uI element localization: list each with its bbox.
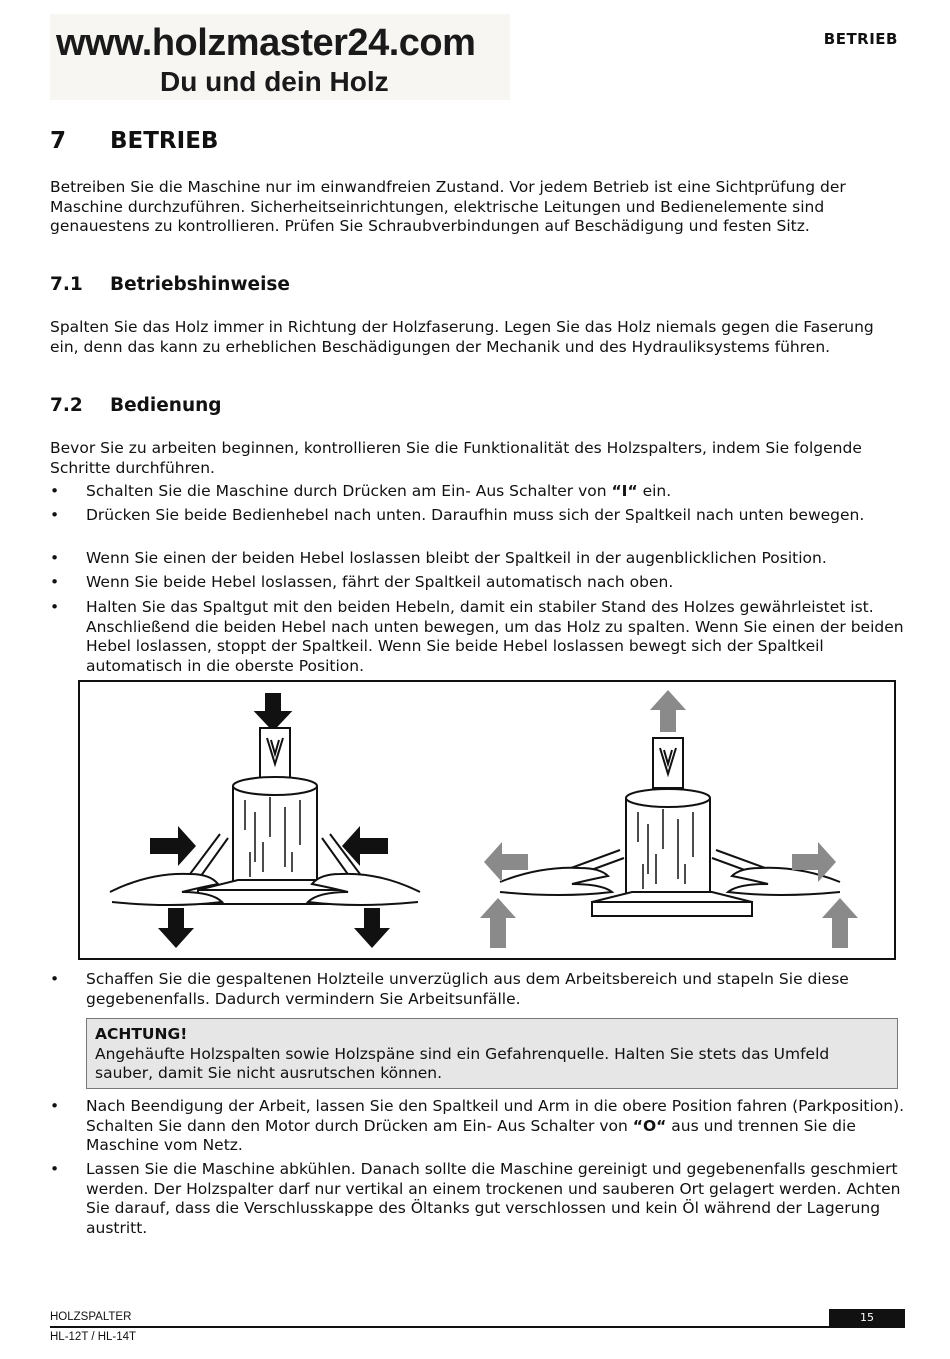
bullet-icon: •	[50, 598, 60, 616]
section-title: Bedienung	[110, 395, 222, 416]
pressing-state	[110, 694, 420, 905]
list-item-text: Wenn Sie einen der beiden Hebel loslassen bleibt der Spaltkeil in der augenblicklichen Position.	[86, 549, 827, 567]
warning-box	[86, 1018, 898, 1089]
bullet-icon: •	[50, 1097, 60, 1115]
list-item	[50, 482, 905, 502]
bullet-icon: •	[50, 1160, 60, 1178]
footer-divider	[50, 1326, 905, 1328]
up-arrow-icon	[822, 898, 858, 948]
warning-text: Angehäufte Holzspalten sowie Holzspäne sind ein Gefahrenquelle. Halten Sie stets das Umfeld sauber, damit Sie nicht ausrutschen können.	[95, 1044, 830, 1082]
down-arrow-icon	[256, 694, 290, 730]
switch-key: “O“	[632, 1116, 667, 1135]
down-arrow-icon	[158, 908, 194, 948]
section-title: Betriebshinweise	[110, 274, 290, 295]
bullet-icon: •	[50, 573, 60, 591]
bullet-icon: •	[50, 482, 60, 500]
log-splitter-illustration	[78, 680, 896, 960]
right-arrow-icon	[150, 826, 196, 866]
list-item-text: Halten Sie das Spaltgut mit den beiden Hebeln, damit ein stabiler Stand des Holzes gewährleistet ist. Anschließend die beiden Hebel nach unten bewegen, um das Holz zu spalten. Wenn Sie einen der beiden Hebel loslassen, stoppt der Spaltkeil. Wenn Sie beide Hebel loslassen bewegt sich der Spaltkeil automatisch in die oberste Position.	[86, 598, 904, 675]
chapter-number: 7	[50, 128, 67, 154]
section-heading-7-1	[50, 274, 290, 295]
list-item	[50, 1097, 905, 1156]
list-item	[50, 549, 905, 569]
up-arrow-icon	[650, 690, 686, 732]
section-heading-7-2	[50, 395, 222, 416]
list-item	[50, 970, 905, 1009]
switch-key: “I“	[611, 482, 638, 500]
section-number: 7.1	[50, 274, 83, 295]
page-number: 15	[829, 1309, 905, 1327]
list-item-text: Schaffen Sie die gespaltenen Holzteile unverzüglich aus dem Arbeitsbereich und stapeln Sie diese gegebenenfalls. Dadurch vermindern Sie Arbeitsunfälle.	[86, 970, 849, 1008]
list-item-text: Lassen Sie die Maschine abkühlen. Danach sollte die Maschine gereinigt und gegebenenfalls geschmiert werden. Der Holzspalter darf nur vertikal an einem trockenen und sauberen Ort gelagert werden. Achten Sie darauf, dass die Verschlusskappe des Öltanks gut verschlossen und kein Öl während der Lagerung austritt.	[86, 1160, 901, 1237]
list-item	[50, 1160, 905, 1238]
list-item-text: Schalten Sie die Maschine durch Drücken am Ein- Aus Schalter von “I“ ein.	[86, 482, 672, 500]
list-item-text: Drücken Sie beide Bedienhebel nach unten. Daraufhin muss sich der Spaltkeil nach unten bewegen.	[86, 506, 865, 524]
intro-paragraph: Betreiben Sie die Maschine nur im einwandfreien Zustand. Vor jedem Betrieb ist eine Sichtprüfung der Maschine durchzuführen. Sicherheitseinrichtungen, elektrische Leitungen und Bedienelemente sind genauestens zu kontrollieren. Prüfen Sie Schraubverbindungen auf Beschädigung und festen Sitz.	[50, 178, 846, 235]
chapter-title: BETRIEB	[110, 128, 219, 154]
list-item	[50, 598, 905, 676]
bullet-icon: •	[50, 970, 60, 988]
bullet-icon: •	[50, 506, 60, 524]
running-header: BETRIEB	[823, 30, 898, 48]
section-7-2-paragraph: Bevor Sie zu arbeiten beginnen, kontrollieren Sie die Funktionalität des Holzspalters, indem Sie folgende Schritte durchführen.	[50, 439, 862, 477]
logo-tagline: Du und dein Holz	[160, 66, 389, 97]
operation-diagram	[80, 682, 894, 958]
down-arrow-icon	[354, 908, 390, 948]
footer-product: HOLZSPALTER	[50, 1311, 132, 1323]
chapter-heading	[50, 128, 218, 154]
list-item-text: Nach Beendigung der Arbeit, lassen Sie den Spaltkeil und Arm in die obere Position fahren (Parkposition). Schalten Sie dann den Motor durch Drücken am Ein- Aus Schalter von “O“ aus und trennen Sie die Maschine vom Netz.	[86, 1097, 905, 1154]
section-7-1-paragraph: Spalten Sie das Holz immer in Richtung der Holzfaserung. Legen Sie das Holz niemals gegen die Faserung ein, denn das kann zu erheblichen Beschädigungen der Mechanik und des Hydrauliksystems führen.	[50, 318, 874, 356]
section-number: 7.2	[50, 395, 83, 416]
list-item	[50, 573, 905, 593]
list-item-text: Wenn Sie beide Hebel loslassen, fährt der Spaltkeil automatisch nach oben.	[86, 573, 674, 591]
logo-url: www.holzmaster24.com	[56, 22, 476, 64]
bullet-icon: •	[50, 549, 60, 567]
warning-title: ACHTUNG!	[95, 1025, 188, 1043]
up-arrow-icon	[480, 898, 516, 948]
footer-models: HL-12T / HL-14T	[50, 1331, 137, 1343]
list-item	[50, 506, 905, 526]
released-state	[500, 738, 840, 916]
